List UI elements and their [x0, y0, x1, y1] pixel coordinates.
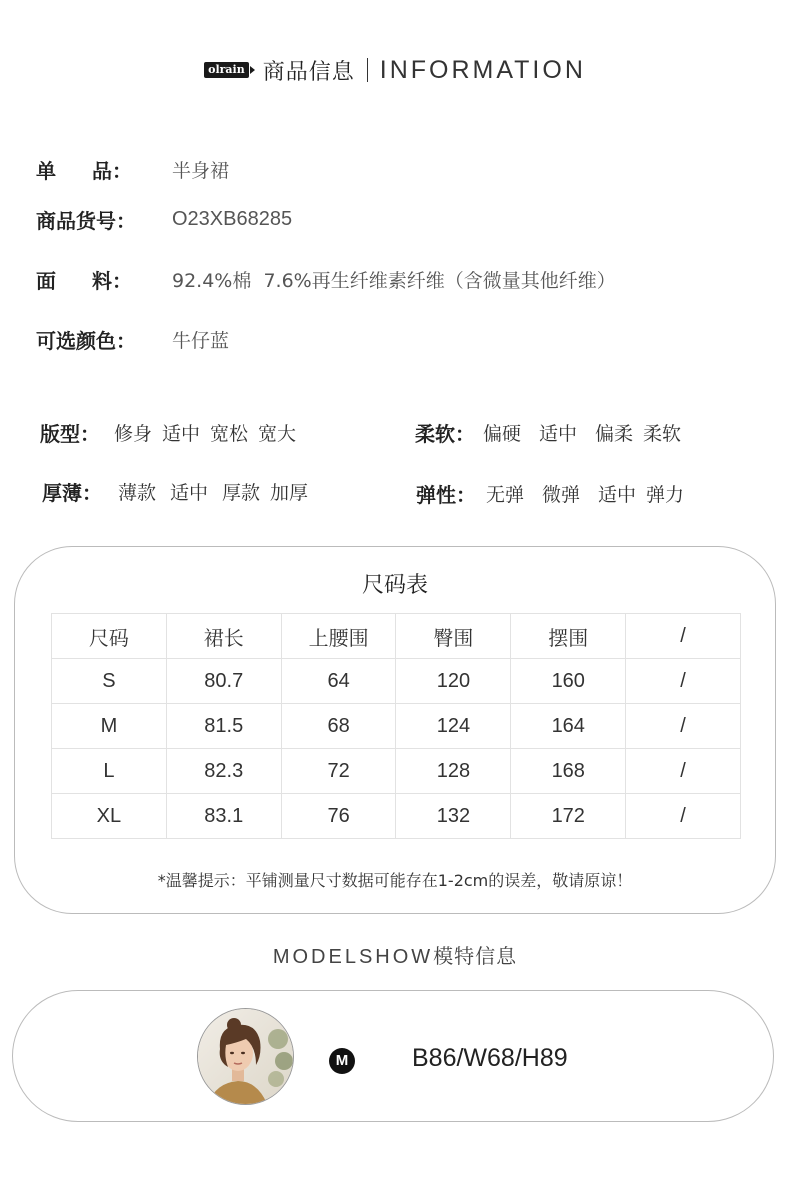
info-label-item-part2: 品： [92, 158, 132, 183]
attr-thickness-option: 加厚 [270, 481, 309, 504]
model-size-badge: M [329, 1048, 355, 1074]
table-header-cell: 臀围 [396, 614, 511, 659]
attr-thickness [42, 474, 318, 508]
info-value-fabric: 92.4%棉 7.6%再生纤维素纤维（含微量其他纤维） [172, 269, 616, 292]
attr-elasticity-label: 弹性： [416, 482, 476, 507]
info-label-color: 可选颜色： [36, 328, 136, 353]
table-cell: M [52, 704, 167, 749]
table-cell: 164 [511, 704, 626, 749]
table-cell: 68 [281, 704, 396, 749]
attr-thickness-label: 厚薄： [42, 480, 102, 505]
info-label-item [36, 155, 132, 184]
table-cell: 120 [396, 659, 511, 704]
model-title-cn: 模特信息 [433, 944, 518, 968]
attr-fit-option: 修身 [114, 422, 153, 445]
table-cell: 124 [396, 704, 511, 749]
attr-softness-option-selected: 适中 [539, 419, 577, 446]
attr-thickness-option: 薄款 [118, 481, 157, 504]
table-cell: / [626, 659, 741, 704]
header-divider [367, 58, 368, 82]
attr-thickness-option: 厚款 [222, 481, 261, 504]
attr-fit-label: 版型： [40, 421, 100, 446]
table-header-cell: 摆围 [511, 614, 626, 659]
attr-elasticity-option: 弹力 [646, 483, 685, 506]
table-cell: 83.1 [166, 794, 281, 839]
model-info-box [12, 990, 774, 1122]
size-chart-title: 尺码表 [361, 573, 428, 598]
info-label-fabric-part2: 料： [92, 268, 132, 293]
attr-softness [415, 415, 691, 449]
table-cell: 81.5 [166, 704, 281, 749]
table-header-cell: 上腰围 [281, 614, 396, 659]
attr-fit [40, 415, 306, 449]
table-row [52, 749, 741, 794]
logo-arrow-icon [250, 66, 255, 74]
info-value-code: O23XB68285 [172, 207, 293, 230]
info-row-code [36, 204, 292, 234]
attr-softness-label: 柔软： [415, 421, 475, 446]
info-label-fabric-part1: 面 [36, 268, 56, 293]
info-label-item-part1: 单 [36, 158, 56, 183]
table-row [52, 659, 741, 704]
info-value-color: 牛仔蓝 [172, 329, 230, 352]
brand-logo: olrain [204, 62, 249, 78]
table-cell: L [52, 749, 167, 794]
table-cell: / [626, 749, 741, 794]
attr-thickness-option-selected: 适中 [170, 478, 208, 505]
table-cell: XL [52, 794, 167, 839]
attr-fit-option: 宽大 [258, 422, 297, 445]
table-row [52, 704, 741, 749]
table-cell: 172 [511, 794, 626, 839]
table-cell: / [626, 704, 741, 749]
header-title-en: INFORMATION [379, 55, 586, 84]
attr-softness-option: 偏硬 [483, 422, 522, 445]
attr-softness-option: 偏柔 [595, 422, 634, 445]
table-cell: 128 [396, 749, 511, 794]
table-cell: 72 [281, 749, 396, 794]
page-header [0, 54, 790, 86]
table-cell: 76 [281, 794, 396, 839]
table-cell: S [52, 659, 167, 704]
table-row [52, 794, 741, 839]
size-table [51, 613, 741, 839]
attr-fit-option: 适中 [162, 422, 201, 445]
table-cell: 160 [511, 659, 626, 704]
size-chart-note: *温馨提示：平铺测量尺寸数据可能存在1-2cm的误差，敬请原谅！ [157, 871, 633, 890]
table-cell: 80.7 [166, 659, 281, 704]
model-portrait-icon [198, 1009, 294, 1105]
table-cell: 132 [396, 794, 511, 839]
model-measurements: B86/W68/H89 [412, 1044, 568, 1072]
info-row-color [36, 324, 229, 354]
model-title-en: MODELSHOW [272, 946, 434, 968]
table-header-cell: 尺码 [52, 614, 167, 659]
attr-fit-option-selected: 宽松 [210, 419, 248, 446]
attr-softness-option: 柔软 [643, 422, 682, 445]
table-cell: / [626, 794, 741, 839]
table-header-cell: / [626, 614, 741, 659]
attr-elasticity-option: 适中 [598, 483, 637, 506]
info-value-item: 半身裙 [172, 159, 230, 182]
attr-elasticity-option: 无弹 [486, 483, 525, 506]
table-header-cell: 裙长 [166, 614, 281, 659]
table-cell: 82.3 [166, 749, 281, 794]
info-label-code: 商品货号： [36, 208, 136, 233]
attr-elasticity-option-selected: 微弹 [542, 480, 580, 507]
model-section-title [0, 940, 790, 969]
info-row-fabric [36, 264, 616, 294]
table-cell: 64 [281, 659, 396, 704]
table-cell: 168 [511, 749, 626, 794]
attr-elasticity [416, 476, 694, 510]
model-avatar [197, 1008, 294, 1105]
info-label-fabric [36, 265, 132, 294]
table-header-row [52, 614, 741, 659]
header-title-cn: 商品信息 [262, 59, 355, 85]
info-row-item [36, 154, 229, 184]
